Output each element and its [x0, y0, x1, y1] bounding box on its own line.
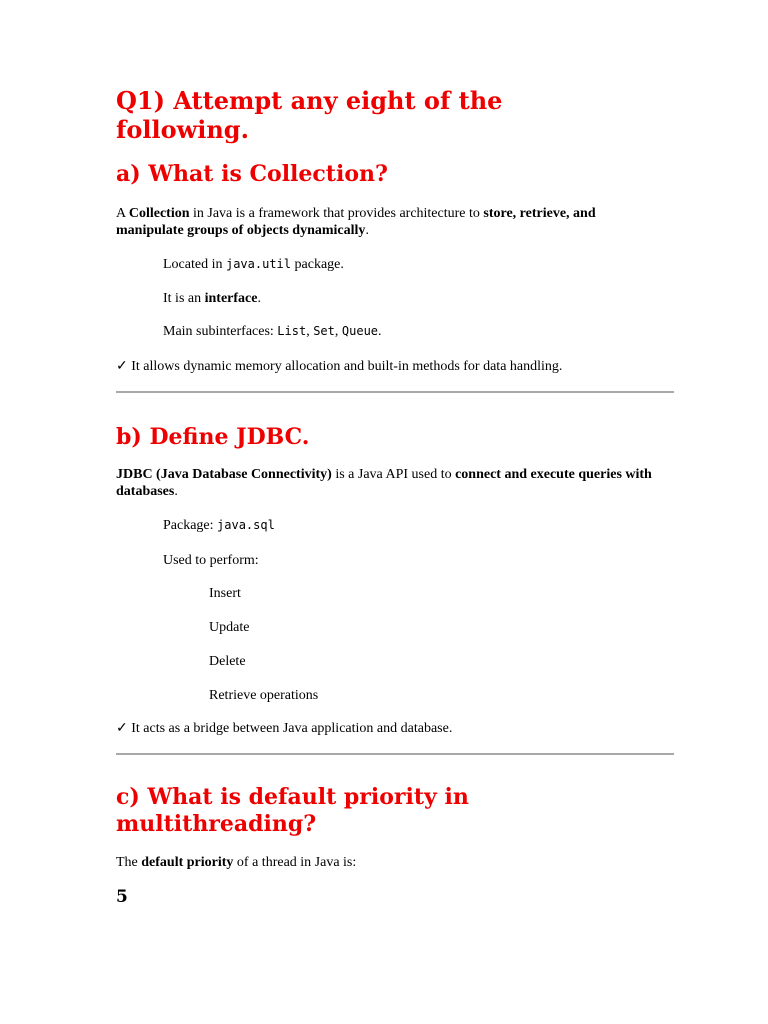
section-a-intro — [116, 205, 661, 239]
code-list: List — [277, 324, 307, 338]
section-a-point-subinterfaces — [163, 323, 708, 340]
section-a-point-interface — [163, 290, 708, 307]
intro-bold-term: Collection — [128, 206, 190, 221]
point-text: Main subinterfaces: — [163, 324, 278, 339]
intro-text: in Java is a framework that provides architecture to — [189, 206, 484, 221]
operation-item: Insert — [209, 586, 241, 601]
section-b-used-to: Used to perform: — [163, 553, 259, 568]
intro-text: The — [116, 855, 142, 870]
section-a-check-note: ✓ It allows dynamic memory allocation and built-in methods for data handling. — [116, 359, 563, 374]
intro-text: of a thread in Java is: — [233, 855, 357, 870]
separator: , — [306, 324, 314, 339]
operation-item: Delete — [209, 654, 246, 669]
code-java-sql: java.sql — [217, 518, 275, 532]
code-queue: Queue — [341, 324, 379, 338]
point-text: Package: — [163, 518, 218, 533]
question-heading: Q1) Attempt any eight of the following. — [116, 86, 503, 144]
intro-bold-term: default priority — [141, 855, 234, 870]
point-text: . — [378, 324, 382, 339]
section-b-intro — [116, 466, 661, 500]
point-bold: interface — [204, 291, 258, 306]
point-text: It is an — [163, 291, 205, 306]
intro-text: . — [365, 223, 369, 238]
section-c-title: c) What is default priority in multithreading? — [116, 784, 469, 837]
intro-text: A — [116, 206, 129, 221]
point-text: Located in — [163, 257, 226, 272]
code-java-util: java.util — [225, 257, 292, 271]
intro-bold-phrase: store, retrieve, and manipulate groups of objects dynamically — [116, 206, 596, 238]
intro-bold-phrase: connect and execute queries with databases — [116, 467, 652, 499]
section-b-title: b) Define JDBC. — [116, 424, 310, 450]
section-a-point-package — [163, 256, 708, 273]
operation-item: Update — [209, 620, 250, 635]
default-priority-value: 5 — [116, 887, 128, 907]
section-b-package — [163, 517, 708, 534]
point-text: . — [257, 291, 261, 306]
intro-bold-term: JDBC (Java Database Connectivity) — [116, 467, 332, 482]
intro-text: is a Java API used to — [331, 467, 456, 482]
code-set: Set — [313, 324, 335, 338]
section-c-intro — [116, 854, 661, 871]
operation-item: Retrieve operations — [209, 688, 319, 703]
section-a-title: a) What is Collection? — [116, 161, 388, 187]
separator: , — [334, 324, 342, 339]
intro-text: . — [174, 484, 178, 499]
divider — [116, 753, 674, 755]
section-b-check-note: ✓ It acts as a bridge between Java application and database. — [116, 721, 453, 736]
divider — [116, 391, 674, 393]
point-text: package. — [291, 257, 344, 272]
